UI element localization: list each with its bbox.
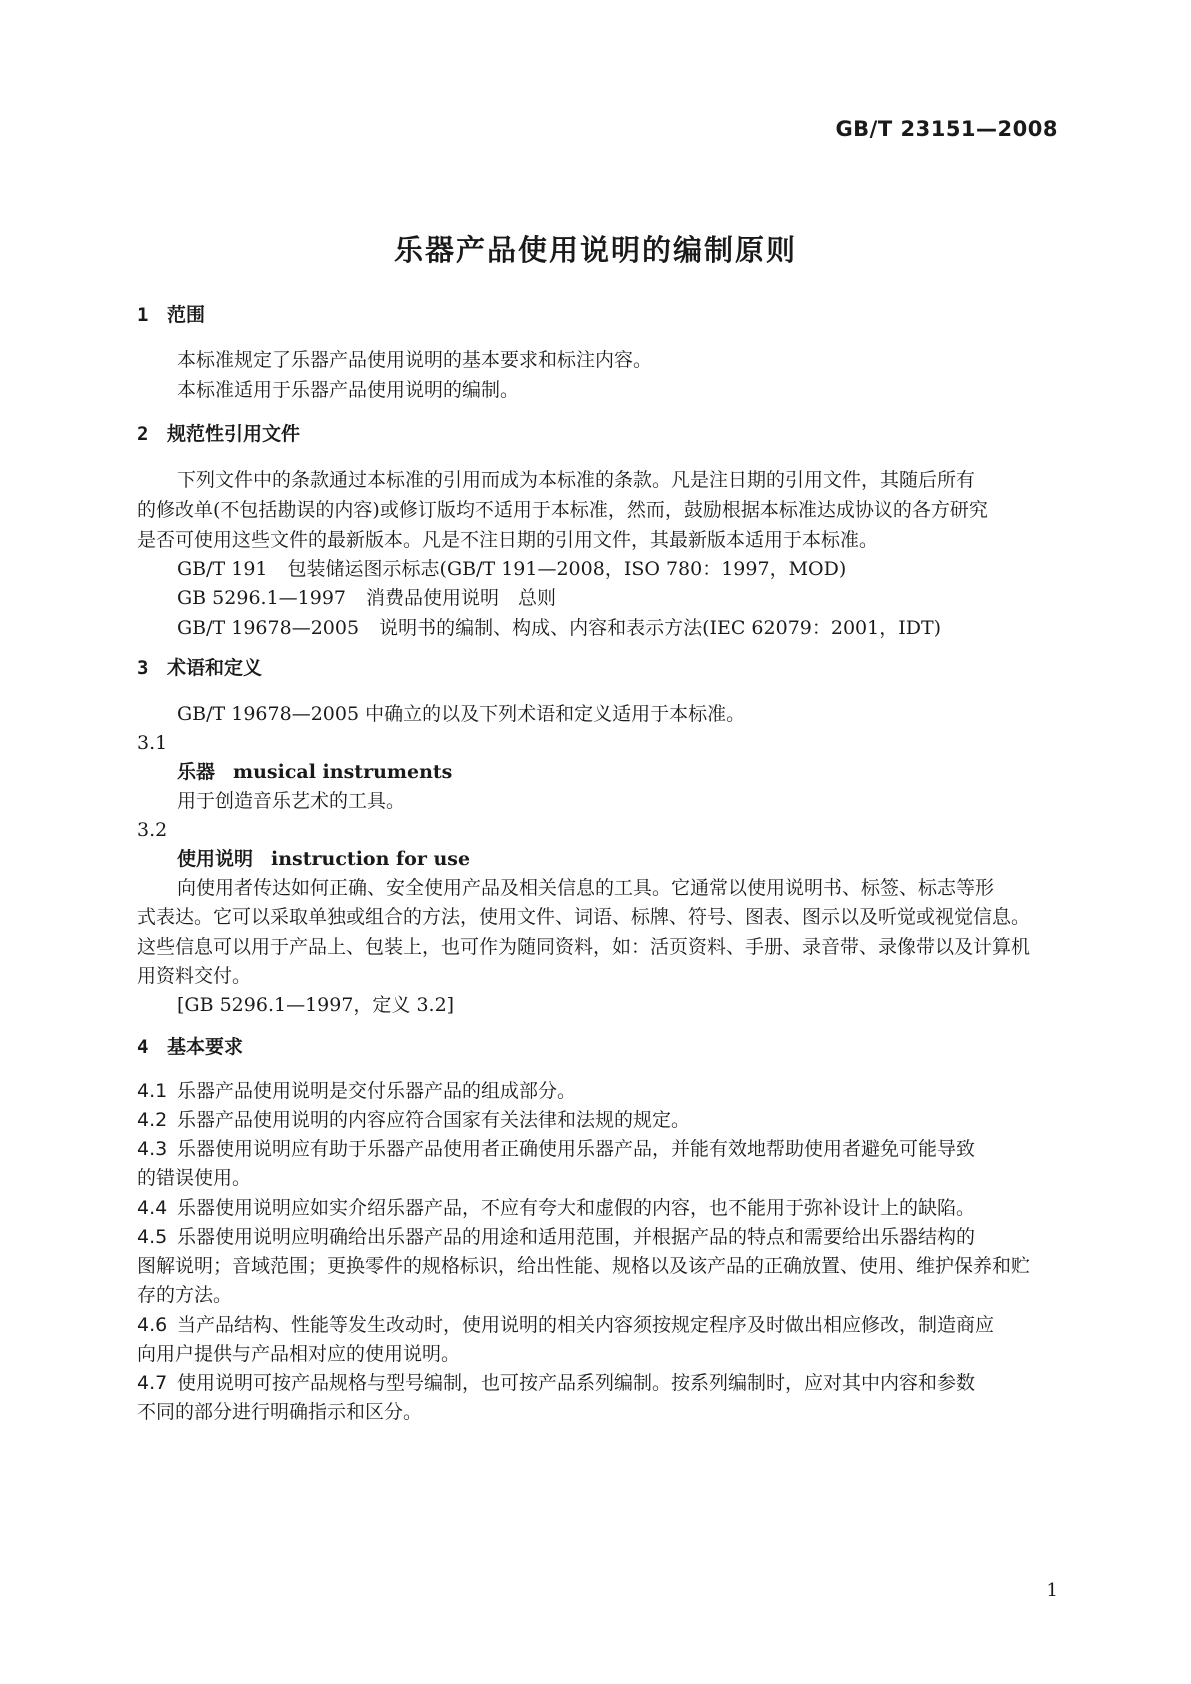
reference-code: GB/T 19678—2005 bbox=[177, 617, 360, 639]
requirement-number: 4.1 bbox=[137, 1080, 168, 1102]
reference-title: 包装储运图示标志(GB/T 191—2008，ISO 780：1997，MOD) bbox=[287, 558, 847, 580]
term-definition-line: 向使用者传达如何正确、安全使用产品及相关信息的工具。它通常以使用说明书、标签、标志等形 bbox=[177, 877, 995, 899]
section-2-heading bbox=[137, 421, 300, 447]
term-zh: 乐器 bbox=[177, 761, 216, 783]
section-number: 4 bbox=[137, 1036, 149, 1058]
requirement-number: 4.6 bbox=[137, 1314, 168, 1336]
term-heading bbox=[177, 759, 452, 785]
section-title: 术语和定义 bbox=[167, 657, 263, 679]
requirement-item bbox=[137, 1224, 975, 1250]
section-number: 3 bbox=[137, 657, 149, 679]
section-title: 范围 bbox=[167, 304, 206, 326]
reference-item bbox=[177, 615, 941, 641]
requirement-continuation: 图解说明；音域范围；更换零件的规格标识，给出性能、规格以及该产品的正确放置、使用、维护保养和贮 bbox=[137, 1255, 1031, 1277]
paragraph: GB/T 19678—2005 中确立的以及下列术语和定义适用于本标准。 bbox=[177, 703, 746, 725]
term-en: musical instruments bbox=[233, 761, 453, 783]
requirement-number: 4.3 bbox=[137, 1138, 168, 1160]
term-en: instruction for use bbox=[271, 848, 471, 870]
section-1-heading bbox=[137, 302, 205, 328]
reference-title: 说明书的编制、构成、内容和表示方法(IEC 62079：2001，IDT) bbox=[379, 617, 942, 639]
requirement-continuation: 向用户提供与产品相对应的使用说明。 bbox=[137, 1343, 461, 1365]
section-number: 2 bbox=[137, 423, 149, 445]
term-definition-line: 式表达。它可以采取单独或组合的方法，使用文件、词语、标牌、符号、图表、图示以及听觉或视觉信息。 bbox=[137, 906, 1031, 928]
section-title: 规范性引用文件 bbox=[167, 423, 301, 445]
paragraph-line: 是否可使用这些文件的最新版本。凡是不注日期的引用文件，其最新版本适用于本标准。 bbox=[137, 529, 879, 551]
requirement-item bbox=[137, 1195, 975, 1221]
requirement-text: 当产品结构、性能等发生改动时，使用说明的相关内容须按规定程序及时做出相应修改，制造商应 bbox=[177, 1314, 995, 1336]
requirement-text: 乐器产品使用说明是交付乐器产品的组成部分。 bbox=[177, 1080, 577, 1102]
requirement-item bbox=[137, 1370, 975, 1396]
requirement-item bbox=[137, 1107, 690, 1133]
requirement-number: 4.7 bbox=[137, 1372, 168, 1394]
requirement-number: 4.5 bbox=[137, 1226, 168, 1248]
paragraph: 本标准规定了乐器产品使用说明的基本要求和标注内容。 bbox=[177, 349, 653, 371]
term-definition-line: 这些信息可以用于产品上、包装上，也可作为随同资料，如：活页资料、手册、录音带、录像带以及计算机 bbox=[137, 936, 1031, 958]
term-source: [GB 5296.1—1997，定义 3.2] bbox=[177, 994, 455, 1016]
reference-code: GB 5296.1—1997 bbox=[177, 587, 347, 609]
requirement-text: 乐器使用说明应有助于乐器产品使用者正确使用乐器产品，并能有效地帮助使用者避免可能导致 bbox=[177, 1138, 976, 1160]
reference-item bbox=[177, 585, 556, 611]
term-heading bbox=[177, 846, 470, 872]
section-3-heading bbox=[137, 655, 262, 681]
requirement-number: 4.2 bbox=[137, 1109, 168, 1131]
requirement-item bbox=[137, 1136, 975, 1162]
reference-title: 消费品使用说明 总则 bbox=[366, 587, 557, 609]
term-number: 3.2 bbox=[137, 819, 168, 841]
standard-code: GB/T 23151—2008 bbox=[835, 117, 1058, 141]
paragraph-line: 的修改单(不包括勘误的内容)或修订版均不适用于本标准，然而，鼓励根据本标准达成协议的各方研究 bbox=[137, 499, 988, 521]
requirement-continuation: 的错误使用。 bbox=[137, 1167, 252, 1189]
requirement-text: 乐器使用说明应如实介绍乐器产品，不应有夸大和虚假的内容，也不能用于弥补设计上的缺陷。 bbox=[177, 1197, 976, 1219]
reference-item bbox=[177, 556, 846, 582]
paragraph-line: 下列文件中的条款通过本标准的引用而成为本标准的条款。凡是注日期的引用文件，其随后所有 bbox=[177, 469, 976, 491]
requirement-number: 4.4 bbox=[137, 1197, 168, 1219]
requirement-continuation: 不同的部分进行明确指示和区分。 bbox=[137, 1401, 423, 1423]
paragraph: 本标准适用于乐器产品使用说明的编制。 bbox=[177, 379, 520, 401]
section-number: 1 bbox=[137, 304, 149, 326]
requirement-item bbox=[137, 1078, 576, 1104]
requirement-text: 使用说明可按产品规格与型号编制，也可按产品系列编制。按系列编制时，应对其中内容和参数 bbox=[177, 1372, 976, 1394]
requirement-text: 乐器产品使用说明的内容应符合国家有关法律和法规的规定。 bbox=[177, 1109, 691, 1131]
requirement-text: 乐器使用说明应明确给出乐器产品的用途和适用范围，并根据产品的特点和需要给出乐器结构的 bbox=[177, 1226, 976, 1248]
requirement-continuation: 存的方法。 bbox=[137, 1284, 233, 1306]
reference-code: GB/T 191 bbox=[177, 558, 268, 580]
term-number: 3.1 bbox=[137, 732, 168, 754]
term-definition: 用于创造音乐艺术的工具。 bbox=[177, 790, 406, 812]
section-4-heading bbox=[137, 1034, 243, 1060]
term-definition-line: 用资料交付。 bbox=[137, 965, 252, 987]
requirement-item bbox=[137, 1312, 994, 1338]
page-number: 1 bbox=[1046, 1580, 1058, 1601]
document-title: 乐器产品使用说明的编制原则 bbox=[393, 233, 797, 267]
term-zh: 使用说明 bbox=[177, 848, 254, 870]
section-title: 基本要求 bbox=[167, 1036, 244, 1058]
